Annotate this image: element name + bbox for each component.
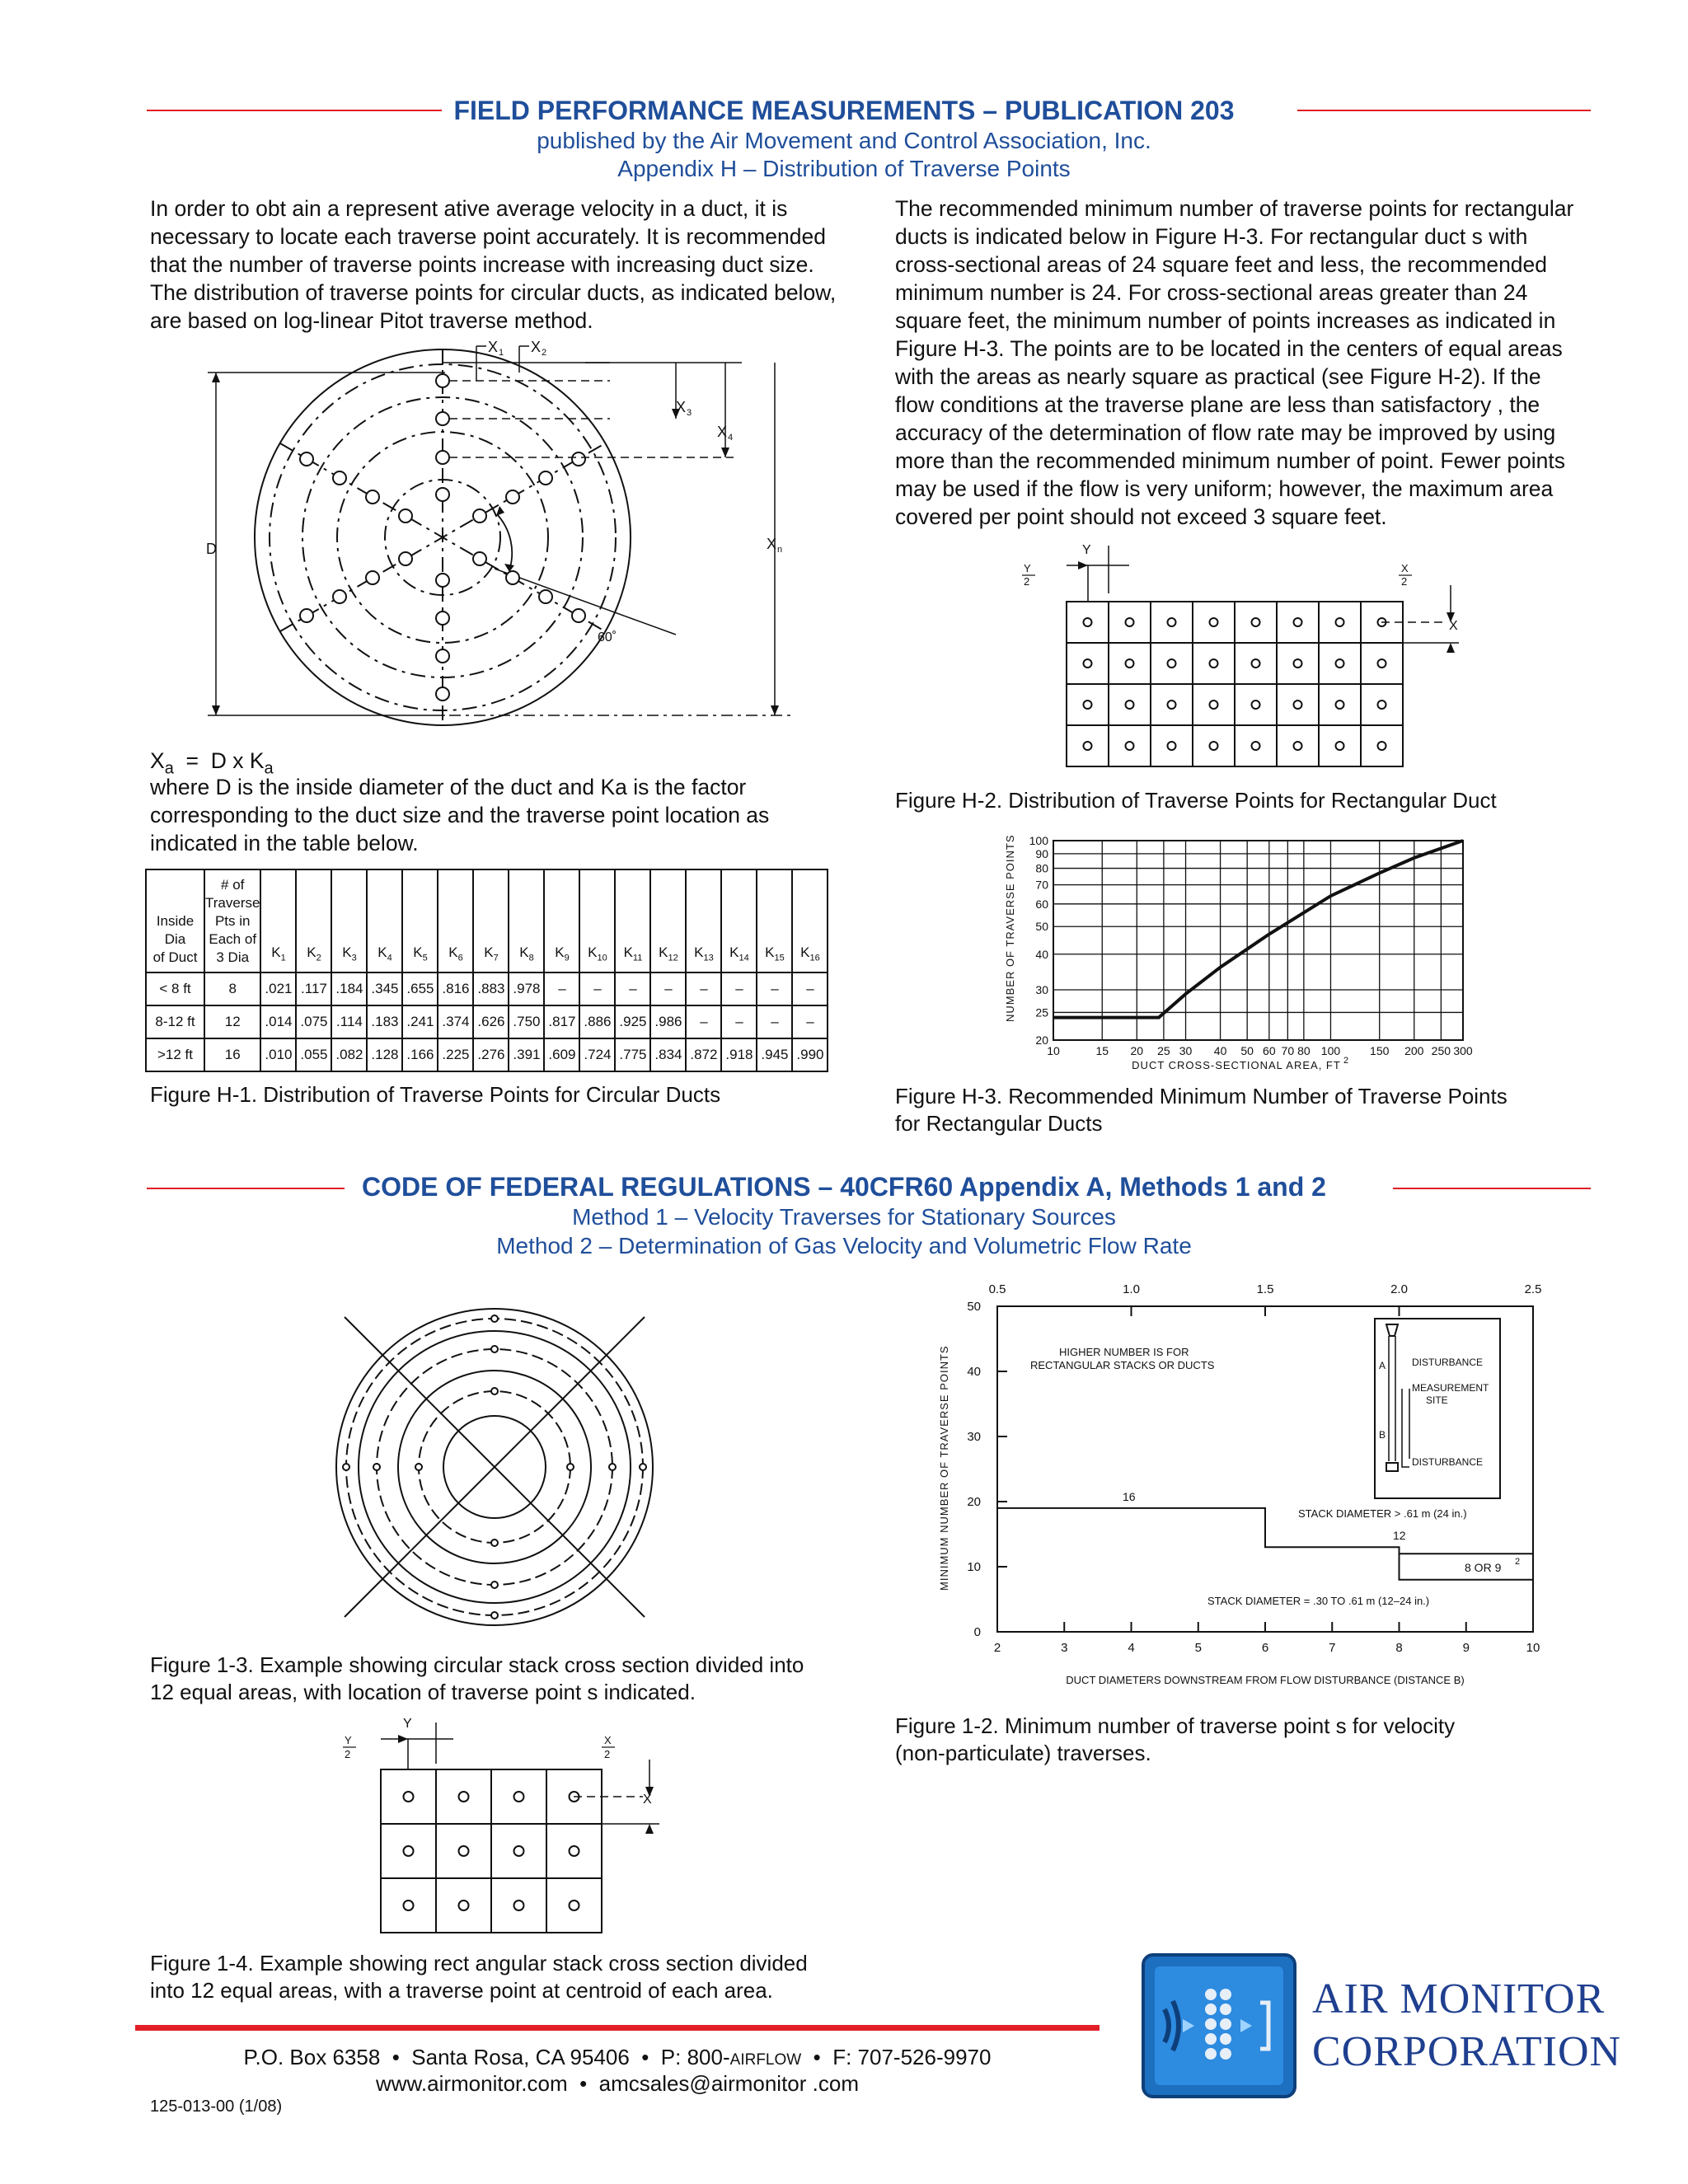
traverse-point	[514, 1900, 524, 1910]
traverse-point	[570, 1846, 579, 1856]
figure-1-2-chart	[931, 1265, 1574, 1694]
table-cell: .886	[579, 1005, 615, 1038]
x-tick-label: 10	[1047, 1044, 1060, 1057]
figure-h3-caption: Figure H-3. Recommended Minimum Number of Traverse Points for Rectangular Ducts	[895, 1084, 1507, 1136]
x-tick-label: 80	[1297, 1044, 1311, 1057]
footer-web	[135, 2071, 1100, 2097]
table-cell: .609	[544, 1038, 579, 1071]
figure-h3-chart	[989, 824, 1500, 1071]
traverse-point	[570, 1900, 579, 1910]
traverse-point	[1294, 701, 1302, 709]
x-tick-label: 9	[1462, 1641, 1470, 1655]
table-cell: .241	[402, 1005, 438, 1038]
y-tick-label: 30	[967, 1430, 981, 1444]
figure-h1-diagram	[198, 330, 808, 742]
top-tick-label: 0.5	[988, 1282, 1006, 1296]
y-tick-label: 0	[973, 1625, 981, 1639]
traverse-point	[1168, 742, 1176, 750]
svg-text:Y: Y	[403, 1717, 412, 1731]
figure-h2-diagram	[1014, 536, 1492, 775]
intro-left: In order to obt ain a represent ative average velocity in a duct, it is necessary to locate each traverse point accurately. It is recommended that the number of traverse points increase with increasing duct size. The distribution of traverse points for circular ducts, as indicated below, are based on log-linear Pitot traverse method.	[150, 196, 837, 333]
footer-address: P.O. Box 6358 • Santa Rosa, CA 95406 • P: 800-AIRFLOW • F: 707-526-9970	[243, 2045, 992, 2069]
svg-text:2: 2	[542, 348, 547, 358]
page-title: FIELD PERFORMANCE MEASUREMENTS – PUBLICATION 203	[453, 96, 1235, 125]
inset-disturbance-bottom: DISTURBANCE	[1412, 1456, 1484, 1468]
top-tick-label: 2.0	[1390, 1282, 1408, 1296]
traverse-point	[1168, 701, 1176, 709]
inset-site: SITE	[1426, 1394, 1448, 1406]
y-axis-label: MINIMUM NUMBER OF TRAVERSE POINTS	[938, 1345, 950, 1591]
table-row: 8-12 ft 12 .014 .075 .114 .183 .241 .374 .626 .750 .817 .886 .925 .986 – – – –	[146, 1005, 828, 1038]
traverse-point	[404, 1792, 414, 1802]
x-tick-label: 300	[1453, 1044, 1473, 1057]
table-cell: .883	[473, 972, 509, 1005]
x-tick-label: 60	[1263, 1044, 1276, 1057]
annotation-8or9: 8 OR 9	[1465, 1561, 1502, 1574]
svg-text:4: 4	[728, 433, 734, 443]
header-k9: $K_9$	[544, 869, 579, 972]
annotation-16: 16	[1123, 1490, 1136, 1503]
cfr-title: CODE OF FEDERAL REGULATIONS – 40CFR60 Appendix A, Methods 1 and 2	[362, 1172, 1326, 1202]
website-link[interactable]: www.airmonitor.com	[376, 2071, 568, 2096]
page-subtitle: published by the Air Movement and Control Association, Inc.	[537, 128, 1151, 153]
x-tick-label: 4	[1128, 1641, 1135, 1655]
table-cell: .834	[650, 1038, 686, 1071]
y-tick-label: 20	[1035, 1033, 1048, 1047]
y-tick-label: 20	[967, 1495, 981, 1509]
traverse-point	[1084, 659, 1092, 668]
table-cell: .010	[260, 1038, 296, 1071]
inset-label-a: A	[1379, 1360, 1386, 1371]
svg-text:X: X	[531, 339, 542, 355]
footer-rule	[135, 2025, 1100, 2031]
table-cell: –	[792, 972, 828, 1005]
table-cell: .055	[296, 1038, 331, 1071]
annotation-higher: RECTANGULAR STACKS OR DUCTS	[1030, 1359, 1215, 1371]
header-k1: $K_1$	[260, 869, 296, 972]
traverse-point	[1084, 742, 1092, 750]
traverse-point	[459, 1846, 469, 1856]
header-k2: $K_2$	[296, 869, 331, 972]
table-cell: .183	[367, 1005, 402, 1038]
svg-text:Y: Y	[1082, 543, 1091, 557]
traverse-point	[514, 1792, 524, 1802]
traverse-point	[1378, 701, 1386, 709]
table-cell: –	[757, 972, 792, 1005]
svg-text:Y: Y	[345, 1734, 352, 1746]
table-cell: .075	[296, 1005, 331, 1038]
table-cell: .990	[792, 1038, 828, 1071]
table-cell: .945	[757, 1038, 792, 1071]
inset-label-b: B	[1379, 1429, 1386, 1441]
svg-text:Y: Y	[1024, 562, 1031, 574]
x-tick-label: 40	[1213, 1044, 1227, 1057]
traverse-point	[404, 1846, 414, 1856]
table-cell: .128	[367, 1038, 402, 1071]
header-k7: $K_7$	[473, 869, 509, 972]
svg-text:2: 2	[1024, 575, 1030, 588]
figure-1-4-caption: Figure 1-4. Example showing rect angular stack cross section divided into 12 equal areas, with a traverse point at centroid of each area.	[150, 1951, 808, 2003]
traverse-point	[1126, 701, 1134, 709]
y-tick-label: 80	[1035, 861, 1048, 875]
inset-measurement: MEASUREMENT	[1412, 1382, 1489, 1394]
x-tick-label: 15	[1095, 1044, 1109, 1057]
inset-pipe	[1402, 1389, 1409, 1467]
annotation-higher: HIGHER NUMBER IS FOR	[1059, 1346, 1189, 1358]
formula-xa: $X_a = D$ x $K_a$	[150, 748, 274, 778]
table-cell: –	[757, 1005, 792, 1038]
header-k11: $K_{11}$	[615, 869, 650, 972]
header-k6: $K_6$	[438, 869, 473, 972]
header-k14: $K_{14}$	[721, 869, 757, 972]
y-tick-label: 10	[967, 1560, 981, 1574]
traverse-point	[1336, 659, 1344, 668]
table-cell: .114	[331, 1005, 367, 1038]
traverse-point	[1252, 701, 1260, 709]
table-cell: –	[686, 972, 721, 1005]
label-60deg: 60˚	[598, 630, 617, 644]
traverse-point	[1378, 659, 1386, 668]
x-tick-label: 5	[1194, 1641, 1202, 1655]
x-tick-label: 150	[1370, 1044, 1390, 1057]
appendix-title: Appendix H – Distribution of Traverse Points	[617, 156, 1071, 181]
y-tick-label: 50	[1035, 920, 1048, 934]
table-cell: .626	[473, 1005, 509, 1038]
header-k16: $K_{16}$	[792, 869, 828, 972]
annotation-big-stack: STACK DIAMETER > .61 m (24 in.)	[1298, 1507, 1467, 1520]
table-cell: .225	[438, 1038, 473, 1071]
table-cell: .978	[509, 972, 544, 1005]
svg-text:2: 2	[604, 1748, 611, 1760]
x-tick-label: 10	[1526, 1641, 1540, 1655]
figure-1-3-diagram	[313, 1286, 676, 1648]
figure-1-2-caption: Figure 1-2. Minimum number of traverse point s for velocity (non-particulate) traverses.	[895, 1713, 1456, 1765]
header-k5: $K_5$	[402, 869, 438, 972]
traverse-point	[459, 1792, 469, 1802]
svg-text:2: 2	[1401, 575, 1408, 588]
table-cell: .817	[544, 1005, 579, 1038]
svg-text:X: X	[676, 399, 687, 415]
x-axis-label: DUCT CROSS-SECTIONAL AREA, FT	[1132, 1059, 1341, 1071]
header-k8: $K_8$	[509, 869, 544, 972]
table-cell: .374	[438, 1005, 473, 1038]
top-tick-label: 1.5	[1256, 1282, 1274, 1296]
svg-text:X: X	[1449, 619, 1458, 633]
table-cell: –	[721, 1005, 757, 1038]
table-cell: .345	[367, 972, 402, 1005]
x-tick-label: 100	[1320, 1044, 1341, 1057]
traverse-point	[1294, 618, 1302, 626]
traverse-point	[1336, 618, 1344, 626]
table-cell: .816	[438, 972, 473, 1005]
header-inside-dia: Inside Dia of Duct	[146, 869, 204, 972]
cfr-method2: Method 2 – Determination of Gas Velocity and Volumetric Flow Rate	[496, 1233, 1192, 1258]
formula-description: where D is the inside diameter of the duct and Ka is the factor corresponding to the duct size and the traverse point location as indicated in the table below.	[150, 775, 770, 855]
x-axis-label: DUCT DIAMETERS DOWNSTREAM FROM FLOW DISTURBANCE (DISTANCE B)	[1066, 1674, 1465, 1686]
document-code: 125-013-00 (1/08)	[150, 2097, 283, 2116]
traverse-point	[1210, 701, 1218, 709]
svg-text:X: X	[643, 1793, 652, 1807]
y-tick-label: 25	[1035, 1005, 1048, 1019]
y-tick-label: 40	[1035, 947, 1048, 961]
traverse-point	[1210, 618, 1218, 626]
k-factor-table	[145, 869, 828, 1072]
table-cell: .117	[296, 972, 331, 1005]
table-cell: .391	[509, 1038, 544, 1071]
y-tick-label: 30	[1035, 983, 1048, 997]
y-tick-label: 60	[1035, 897, 1048, 911]
y-tick-label: 50	[967, 1300, 981, 1314]
traverse-point	[514, 1846, 524, 1856]
annotation-12: 12	[1393, 1529, 1406, 1542]
x-tick-label: 20	[1130, 1044, 1144, 1057]
table-cell: .021	[260, 972, 296, 1005]
traverse-point	[1252, 659, 1260, 668]
traverse-point	[1126, 618, 1134, 626]
y-tick-label: 70	[1035, 878, 1048, 892]
traverse-point	[1378, 742, 1386, 750]
table-cell: –	[579, 972, 615, 1005]
x-tick-label: 2	[993, 1641, 1001, 1655]
table-cell: .014	[260, 1005, 296, 1038]
table-cell: –	[544, 972, 579, 1005]
traverse-point	[1168, 618, 1176, 626]
header-k13: $K_{13}$	[686, 869, 721, 972]
table-cell: .724	[579, 1038, 615, 1071]
figure-1-4-diagram	[330, 1714, 676, 1937]
header-k15: $K_{15}$	[757, 869, 792, 972]
figure-1-3-caption: Figure 1-3. Example showing circular stack cross section divided into 12 equal areas, with location of traverse point s indicated.	[150, 1652, 804, 1704]
traverse-point	[459, 1900, 469, 1910]
table-cell: .872	[686, 1038, 721, 1071]
y-axis-label: NUMBER OF TRAVERSE POINTS	[1004, 834, 1016, 1022]
annotation-small-stack: STACK DIAMETER = .30 TO .61 m (12–24 in.)	[1207, 1595, 1430, 1607]
x-tick-label: 8	[1395, 1641, 1403, 1655]
traverse-point	[1252, 618, 1260, 626]
x-tick-label: 7	[1329, 1641, 1336, 1655]
traverse-point	[1084, 618, 1092, 626]
svg-text:X: X	[767, 536, 777, 552]
x-tick-label: 30	[1179, 1044, 1193, 1057]
table-cell: –	[721, 972, 757, 1005]
svg-text:X: X	[604, 1734, 612, 1746]
svg-text:3: 3	[687, 408, 692, 418]
table-cell: .775	[615, 1038, 650, 1071]
top-tick-label: 1.0	[1123, 1282, 1140, 1296]
y-tick-label: 90	[1035, 846, 1048, 860]
traverse-point	[1294, 742, 1302, 750]
intro-right: The recommended minimum number of traverse points for rectangular ducts is indicated below in Figure H-3. For rectangular duct s with cross-sectional areas of 24 square feet and less, the recommended minimum number is 24. For cross-sectional areas greater than 24 square feet, the minimum number of points increases as indicated in Figure H-3. The points are to be located in the centers of equal areas with the areas as nearly square as practical (see Figure H-2). If the flow conditions at the traverse plane are less than satisfactory , the accuracy of the determination of flow rate may be improved by using more than the recommended minimum number of point. Fewer points may be used if the flow is very uniform; however, the maximum area covered per point should not exceed 3 square feet.	[895, 196, 1574, 529]
table-cell: .925	[615, 1005, 650, 1038]
table-cell: .276	[473, 1038, 509, 1071]
cfr-method1: Method 1 – Velocity Traverses for Stationary Sources	[572, 1204, 1116, 1230]
table-cell: .750	[509, 1005, 544, 1038]
top-tick-label: 2.5	[1524, 1282, 1542, 1296]
traverse-point	[1210, 742, 1218, 750]
svg-text:X: X	[1401, 562, 1409, 574]
x-tick-label: 3	[1061, 1641, 1068, 1655]
table-cell: –	[615, 972, 650, 1005]
table-cell: –	[686, 1005, 721, 1038]
air-monitor-logo-icon	[1140, 1952, 1298, 2100]
annotation-8or9-sup: 2	[1515, 1557, 1521, 1567]
email-link[interactable]: • amcsales@airmonitor .com	[567, 2071, 859, 2096]
x-tick-label: 70	[1281, 1044, 1295, 1057]
svg-text:2: 2	[345, 1748, 351, 1760]
table-cell: –	[650, 972, 686, 1005]
traverse-point	[1084, 701, 1092, 709]
label-d: D	[206, 541, 217, 557]
x-tick-label: 250	[1431, 1044, 1451, 1057]
traverse-point	[1126, 742, 1134, 750]
y-tick-label: 100	[1029, 834, 1048, 847]
figure-h1-caption: Figure H-1. Distribution of Traverse Points for Circular Ducts	[150, 1082, 721, 1107]
svg-text:n: n	[777, 545, 783, 555]
table-row: >12 ft 16 .010 .055 .082 .128 .166 .225 .276 .391 .609 .724 .775 .834 .872 .918 .945 .990	[146, 1038, 828, 1071]
table-cell: .166	[402, 1038, 438, 1071]
header-k3: $K_3$	[331, 869, 367, 972]
traverse-point	[1336, 742, 1344, 750]
traverse-point	[1336, 701, 1344, 709]
header-k12: $K_{12}$	[650, 869, 686, 972]
table-cell: .082	[331, 1038, 367, 1071]
svg-text:X: X	[488, 339, 499, 355]
traverse-point	[1168, 659, 1176, 668]
inset-duct	[1386, 1324, 1398, 1471]
company-name-line2: CORPORATION	[1312, 2028, 1622, 2075]
figure-h2-caption: Figure H-2. Distribution of Traverse Points for Rectangular Duct	[895, 788, 1497, 813]
table-cell: –	[792, 1005, 828, 1038]
svg-text:X: X	[717, 424, 728, 440]
table-cell: .184	[331, 972, 367, 1005]
x-tick-label: 200	[1404, 1044, 1424, 1057]
header-k10: $K_{10}$	[579, 869, 615, 972]
header-k4: $K_4$	[367, 869, 402, 972]
traverse-point	[1126, 659, 1134, 668]
x-tick-label: 50	[1240, 1044, 1254, 1057]
y-tick-label: 40	[967, 1365, 981, 1379]
inset-disturbance-top: DISTURBANCE	[1412, 1357, 1484, 1368]
traverse-point	[1252, 742, 1260, 750]
series-line	[1053, 841, 1463, 1018]
table-cell: .655	[402, 972, 438, 1005]
x-tick-label: 6	[1261, 1641, 1269, 1655]
x-axis-label-sup: 2	[1343, 1056, 1349, 1066]
svg-text:1: 1	[499, 348, 504, 358]
traverse-point	[1210, 659, 1218, 668]
traverse-point	[404, 1900, 414, 1910]
table-cell: .918	[721, 1038, 757, 1071]
x-tick-label: 25	[1157, 1044, 1170, 1057]
table-cell: .986	[650, 1005, 686, 1038]
company-name-line1: AIR MONITOR	[1312, 1975, 1606, 2022]
header-num-points: # of Traverse Pts in Each of 3 Dia	[204, 869, 260, 972]
traverse-point	[1294, 659, 1302, 668]
table-row: < 8 ft 8 .021 .117 .184 .345 .655 .816 .883 .978 – – – – – – – –	[146, 972, 828, 1005]
inset-duct-walls	[1389, 1336, 1395, 1461]
